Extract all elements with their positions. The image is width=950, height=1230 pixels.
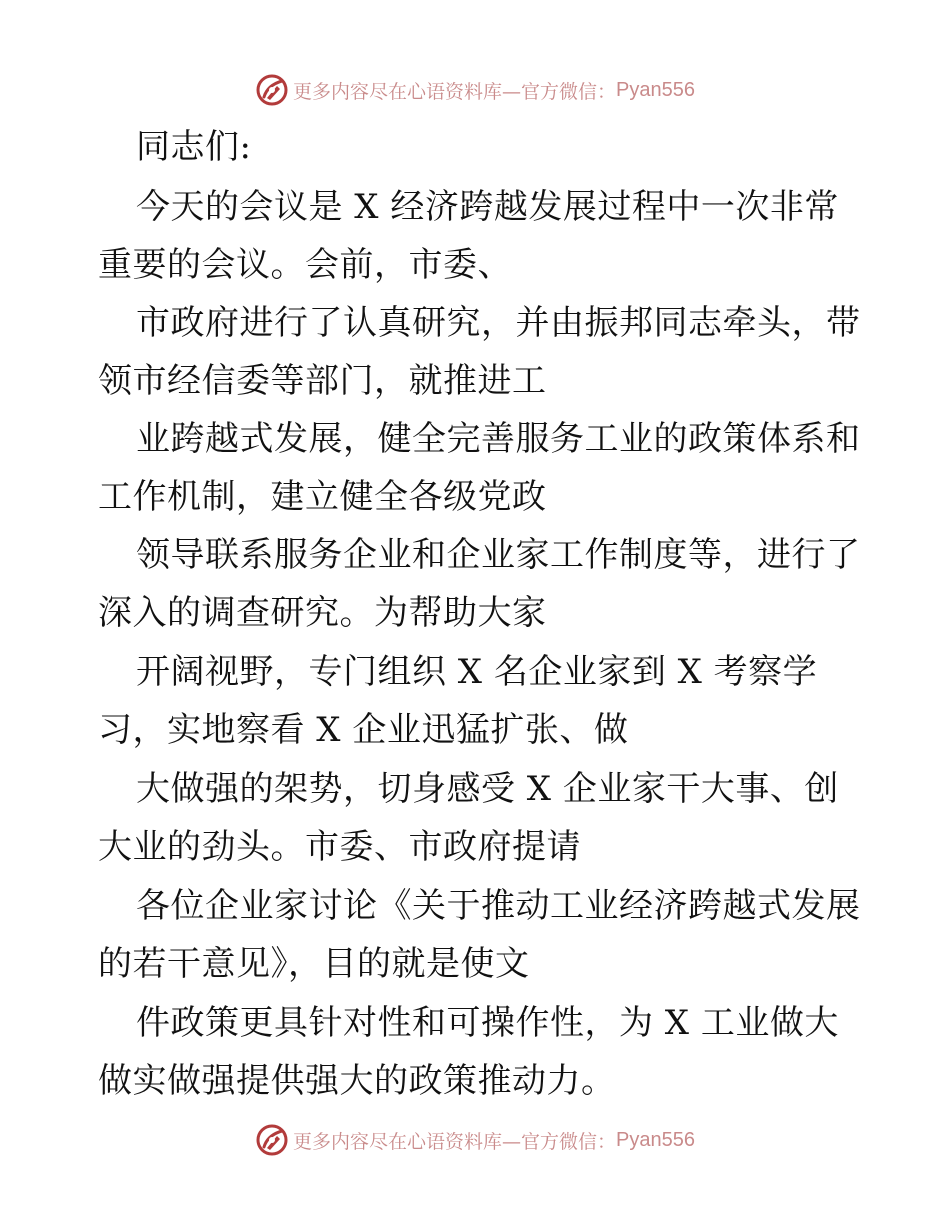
watermark-wechat-id: Pyan556 [616,1128,695,1151]
body-line: 今天的会议是 X 经济跨越发展过程中一次非常 [136,187,839,227]
body-line: 大做强的架势，切身感受 X 企业家干大事、创 [136,769,839,809]
body-line: 市政府进行了认真研究，并由振邦同志牵头，带 [136,303,861,343]
body-line: 业跨越式发展，健全完善服务工业的政策体系和 [136,419,861,459]
logo-icon [255,73,289,107]
body-line: 工作机制，建立健全各级党政 [98,477,547,517]
watermark-wechat-id: Pyan556 [616,78,695,101]
body-line: 重要的会议。会前，市委、 [98,245,512,285]
body-line: 的若干意见》，目的就是使文 [98,944,530,984]
body-line: 开阔视野，专门组织 X 名企业家到 X 考察学 [136,652,818,692]
logo-icon [255,1123,289,1157]
body-line: 深入的调查研究。为帮助大家 [98,593,547,633]
body-line: 件政策更具针对性和可操作性，为 X 工业做大 [136,1003,839,1043]
body-line: 习，实地察看 X 企业迅猛扩张、做 [98,710,629,750]
body-line: 做实做强提供强大的政策推动力。 [98,1061,616,1101]
body-line: 同志们: [136,127,252,167]
watermark-banner-top [0,72,950,108]
watermark-banner-bottom [0,1122,950,1158]
watermark-text: 更多内容尽在心语资料库—官方微信： [293,1130,617,1153]
body-line: 领导联系服务企业和企业家工作制度等，进行了 [136,535,861,575]
body-line: 大业的劲头。市委、市政府提请 [98,827,581,867]
watermark-text: 更多内容尽在心语资料库—官方微信： [293,80,617,103]
body-line: 各位企业家讨论《关于推动工业经济跨越式发展 [136,886,861,926]
body-line: 领市经信委等部门，就推进工 [98,361,547,401]
